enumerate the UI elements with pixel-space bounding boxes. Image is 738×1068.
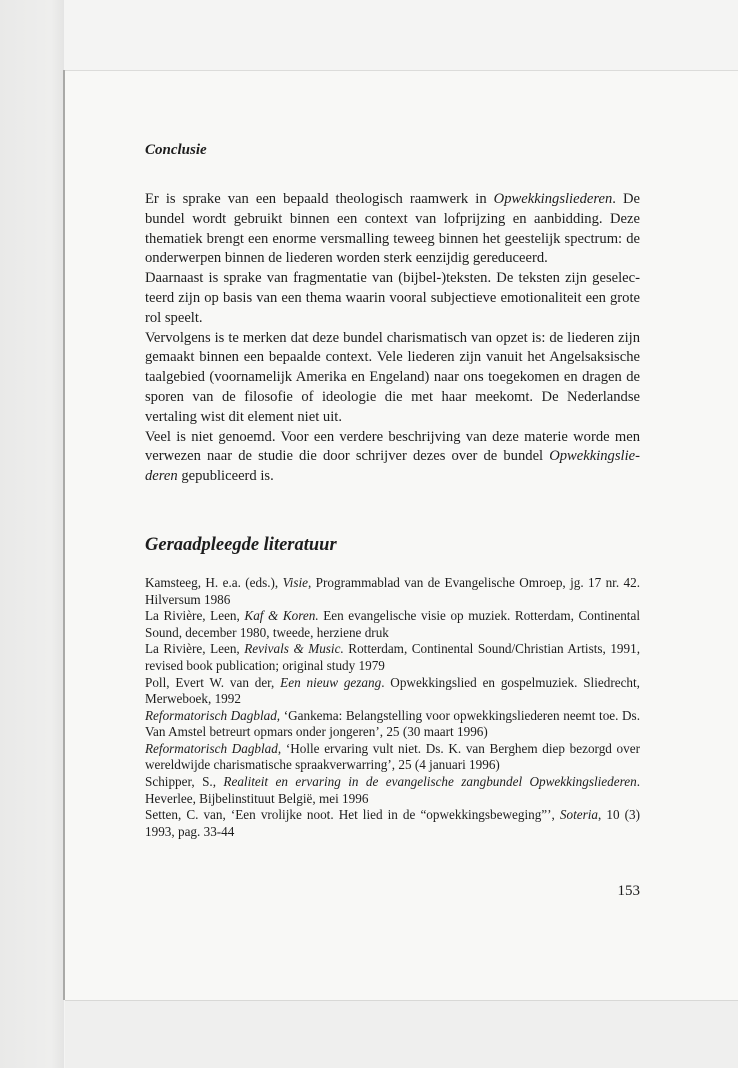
italic-text: Opwekkingsliederen [145, 448, 640, 485]
text-run: Vervolgens is te merken dat deze bundel charismatisch van opzet is: de liederen zijn gemaakt binnen een bepaalde context. Vele liederen zijn vanuit het Angelsaksische taalgebied (voornamelijk Amerika en Engeland) naar ons toegekomen en dragen de sporen van de filosofie of ideologie die met haar meekomt. De Nederlandse vertaling wist dit element niet uit. [145, 329, 640, 425]
reference-entry [145, 575, 640, 608]
text-run: La Rivière, Leen, [145, 641, 245, 657]
italic-text: Reformatorisch Dagblad [145, 740, 278, 756]
conclusie-paragraph [145, 428, 640, 487]
book-spine [63, 70, 65, 1000]
text-run: . Opwekkingslied en gospelmuziek. Sliedrecht, Merweboek, 1992 [145, 674, 640, 707]
italic-text: Visie [282, 574, 308, 590]
text-run: ‘Gankema: Belangstelling voor opwekkingsliederen neemt toe. Ds. Van Amstel betreurt opmars onder jongeren’, 25 (30 maart 1996) [145, 707, 640, 740]
text-run: gepubliceerd is. [177, 468, 274, 485]
text-run: . Heverlee, Bijbelinstituut België, mei 1996 [145, 774, 640, 806]
text-run: Een evangelische visie op muziek. Rotterdam, Continental Sound, december 1980, tweede, herziene druk [145, 608, 640, 640]
reference-entry [145, 675, 640, 708]
conclusie-body [145, 190, 640, 487]
reference-entry [145, 774, 640, 807]
text-run: Poll, Evert W. van der, [145, 674, 281, 690]
page-bottom-edge [65, 1000, 738, 1068]
reference-entry [145, 608, 640, 641]
text-run: Daarnaast is sprake van fragmentatie van (bijbel-)teksten. De teksten zijn geselecteerd zijn op basis van een thema waarin vooral subjectieve emotionaliteit een grote rol speelt. [145, 270, 640, 326]
italic-text: Reformatorisch Dagblad, [145, 707, 281, 723]
text-run: Schipper, S., [145, 774, 224, 790]
reference-entry [145, 641, 640, 674]
text-run: Setten, C. van, ‘Een vrolijke noot. Het lied in de “opwekkingsbeweging”’, [145, 807, 560, 823]
text-run: Kamsteeg, H. e.a. (eds.), [145, 574, 283, 590]
section-heading-literatuur: Geraadpleegde literatuur [145, 534, 337, 555]
conclusie-paragraph [145, 190, 640, 269]
section-heading-conclusie: Conclusie [145, 142, 207, 158]
text-run: Veel is niet genoemd. Voor een verdere beschrijving van deze materie worde men verwezen naar de studie die door schrijver dezes over de bundel [145, 428, 640, 465]
text-run: , ‘Holle ervaring vult niet. Ds. K. van Berghem diep bezorgd over wereldwijde charismatische spraakverwarring’, 25 (4 januari 1996) [145, 740, 640, 773]
conclusie-paragraph [145, 329, 640, 428]
text-run: , Programmablad van de Evangelische Omroep, jg. 17 nr. 42. Hilversum 1986 [145, 574, 640, 607]
text-run: , 10 (3) 1993, pag. 33-44 [145, 807, 640, 839]
text-run: . De bundel wordt gebruikt binnen een context van lofprijzing en aanbidding. Deze thematiek brengt een enorme versmalling teweeg binnen het geestelijk spectrum: de onderwerpen binnen de liederen worden sterk eenzijdig gereduceerd. [145, 191, 640, 267]
italic-text: Een nieuw gezang [280, 674, 382, 690]
italic-text: Revivals & Music. [244, 641, 344, 657]
reference-entry [145, 741, 640, 774]
reference-entry [145, 708, 640, 741]
facing-page-edge [0, 0, 64, 1068]
italic-text: Kaf & Koren. [244, 608, 319, 624]
conclusie-paragraph [145, 269, 640, 328]
page-number: 153 [617, 883, 640, 899]
italic-text: Opwekkingsliederen [493, 191, 613, 207]
reference-list [145, 575, 640, 841]
text-run: Rotterdam, Continental Sound/Christian Artists, 1991, revised book publication; original study 1979 [145, 641, 640, 673]
text-run: La Rivière, Leen, [145, 608, 245, 624]
italic-text: Realiteit en ervaring in de evangelische zangbundel Opwekkingsliederen [223, 774, 637, 790]
italic-text: Soteria [559, 807, 599, 823]
reference-entry [145, 807, 640, 840]
text-run: Er is sprake van een bepaald theologisch raamwerk in [145, 191, 494, 207]
page-content [145, 140, 640, 840]
